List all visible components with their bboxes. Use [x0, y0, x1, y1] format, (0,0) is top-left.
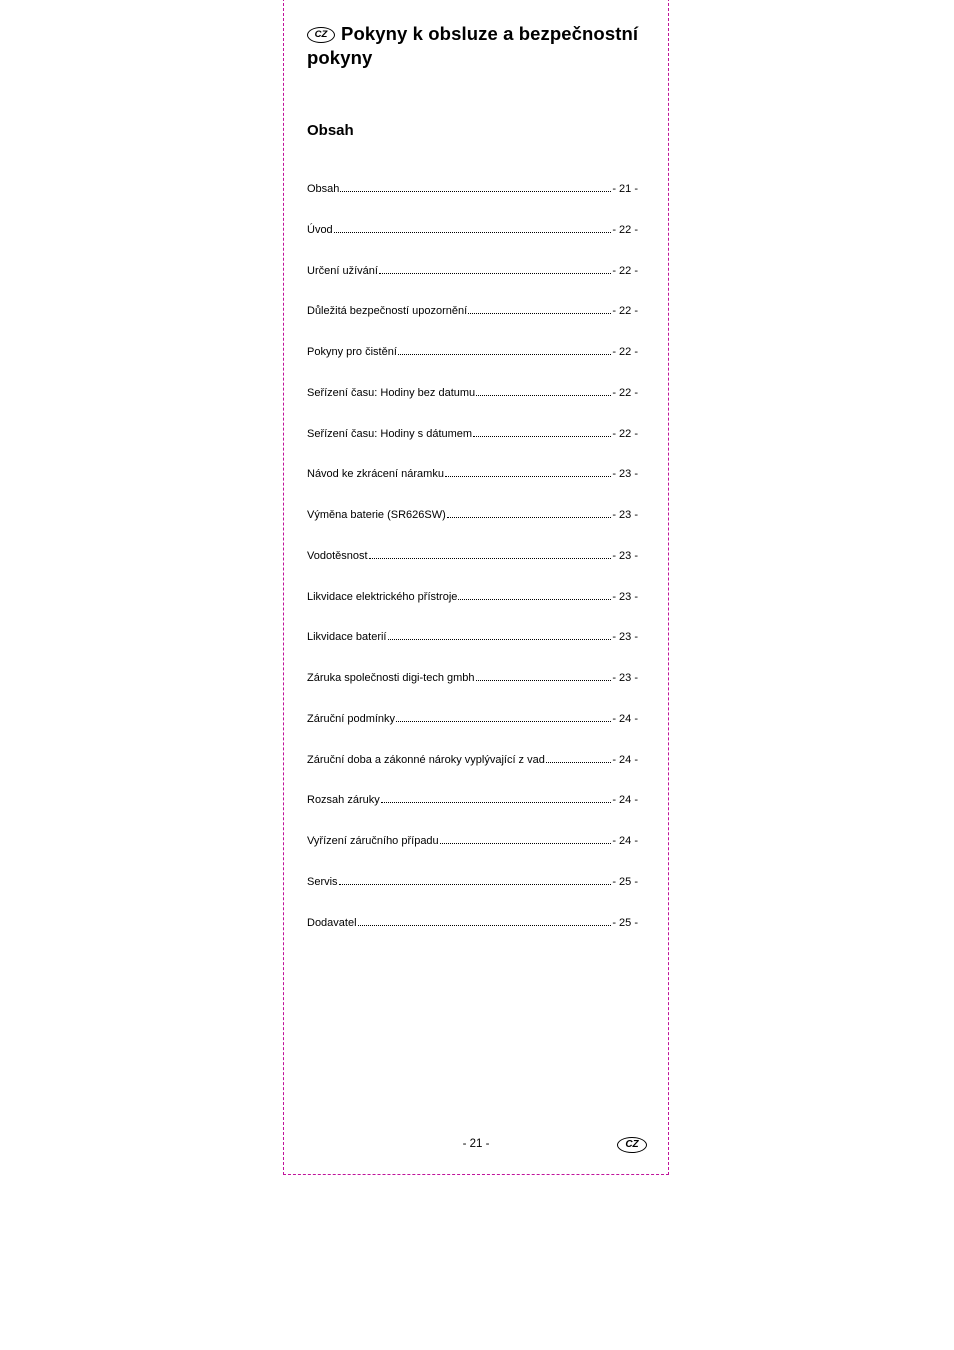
- toc-entry[interactable]: [307, 384, 638, 425]
- toc-entry-page: - 23 -: [612, 468, 638, 481]
- toc-entry-page: - 25 -: [612, 875, 638, 888]
- toc-entry[interactable]: [307, 547, 638, 588]
- toc-entry-page: - 24 -: [612, 794, 638, 807]
- toc-entry-page: - 24 -: [612, 835, 638, 847]
- toc-entry-title: Důležitá bezpečností upozornění: [307, 305, 468, 318]
- toc-dot-leader: [358, 914, 612, 926]
- toc-dot-leader: [473, 425, 611, 437]
- toc-entry[interactable]: [307, 751, 638, 792]
- toc-entry-title: Obsah: [307, 183, 340, 195]
- toc-entry[interactable]: [307, 832, 638, 873]
- toc-dot-leader: [388, 628, 612, 640]
- toc-dot-leader: [396, 710, 611, 722]
- toc-entry-page: - 22 -: [612, 305, 638, 318]
- page-title-text: Pokyny k obsluze a bezpečnostní pokyny: [307, 23, 639, 68]
- toc-entry-title: Servis: [307, 875, 338, 888]
- page-number: - 21 -: [462, 1138, 490, 1150]
- toc-entry-page: - 22 -: [612, 346, 638, 358]
- toc-entry-title: Určení užívání: [307, 264, 378, 277]
- toc-entry[interactable]: [307, 588, 638, 629]
- toc-dot-leader: [476, 669, 612, 681]
- toc-entry-title: Dodavatel: [307, 916, 357, 929]
- toc-entry[interactable]: [307, 628, 638, 669]
- toc-entry-page: - 23 -: [612, 549, 638, 562]
- toc-entry[interactable]: [307, 669, 638, 710]
- toc-entry-title: Výměna baterie (SR626SW): [307, 509, 446, 521]
- toc-entry-title: Pokyny pro čistění: [307, 346, 397, 358]
- toc-entry-title: Záruční podmínky: [307, 712, 396, 725]
- table-of-contents: [307, 180, 638, 954]
- toc-entry-page: - 22 -: [612, 427, 638, 440]
- toc-dot-leader: [339, 873, 612, 885]
- toc-entry-page: - 22 -: [612, 264, 638, 277]
- toc-dot-leader: [381, 791, 612, 803]
- toc-entry[interactable]: [307, 873, 638, 914]
- toc-entry-title: Záruční doba a zákonné nároky vyplývající z vad: [307, 753, 545, 766]
- toc-entry[interactable]: [307, 425, 638, 466]
- toc-entry-title: Návod ke zkrácení náramku: [307, 468, 444, 481]
- toc-entry-page: - 25 -: [612, 916, 638, 929]
- toc-entry-title: Seřízení času: Hodiny s dátumem: [307, 427, 473, 440]
- toc-dot-leader: [458, 588, 611, 600]
- toc-dot-leader: [340, 180, 611, 192]
- toc-entry-title: Vodotěsnost: [307, 549, 368, 562]
- toc-entry-title: Úvod: [307, 223, 333, 236]
- toc-entry-title: Rozsah záruky: [307, 794, 380, 807]
- toc-dot-leader: [476, 384, 611, 396]
- toc-entry[interactable]: [307, 791, 638, 832]
- toc-entry-page: - 23 -: [612, 672, 638, 684]
- toc-entry-page: - 23 -: [612, 631, 638, 644]
- toc-dot-leader: [440, 832, 612, 844]
- toc-entry[interactable]: [307, 221, 638, 262]
- toc-dot-leader: [398, 343, 611, 355]
- toc-heading: Obsah: [307, 122, 354, 139]
- toc-entry[interactable]: [307, 343, 638, 384]
- toc-entry-title: Záruka společnosti digi-tech gmbh: [307, 672, 475, 684]
- toc-dot-leader: [546, 751, 611, 763]
- toc-entry[interactable]: [307, 180, 638, 221]
- toc-entry-page: - 23 -: [612, 590, 638, 603]
- toc-dot-leader: [334, 221, 612, 233]
- cz-language-badge: CZ: [307, 27, 335, 43]
- toc-entry-page: - 24 -: [612, 753, 638, 766]
- toc-entry-title: Seřízení času: Hodiny bez datumu: [307, 386, 476, 399]
- toc-entry[interactable]: [307, 710, 638, 751]
- toc-dot-leader: [468, 302, 611, 314]
- toc-entry-title: Vyřízení záručního případu: [307, 835, 439, 847]
- toc-dot-leader: [379, 262, 611, 274]
- toc-entry-page: - 22 -: [612, 223, 638, 236]
- toc-entry-page: - 23 -: [612, 509, 638, 521]
- toc-entry-page: - 21 -: [612, 183, 638, 195]
- toc-entry[interactable]: [307, 262, 638, 303]
- toc-entry[interactable]: [307, 465, 638, 506]
- page-title: [307, 22, 652, 70]
- toc-entry-page: - 22 -: [612, 386, 638, 399]
- toc-entry-title: Likvidace elektrického přístroje: [307, 590, 458, 603]
- toc-dot-leader: [447, 506, 612, 518]
- toc-entry-title: Likvidace baterií: [307, 631, 387, 644]
- toc-dot-leader: [369, 547, 612, 559]
- toc-entry[interactable]: [307, 506, 638, 547]
- toc-dot-leader: [445, 465, 611, 477]
- title-block: [307, 22, 652, 70]
- toc-entry[interactable]: [307, 914, 638, 955]
- toc-entry-page: - 24 -: [612, 712, 638, 725]
- cz-footer-badge: CZ: [617, 1137, 647, 1153]
- toc-entry[interactable]: [307, 302, 638, 343]
